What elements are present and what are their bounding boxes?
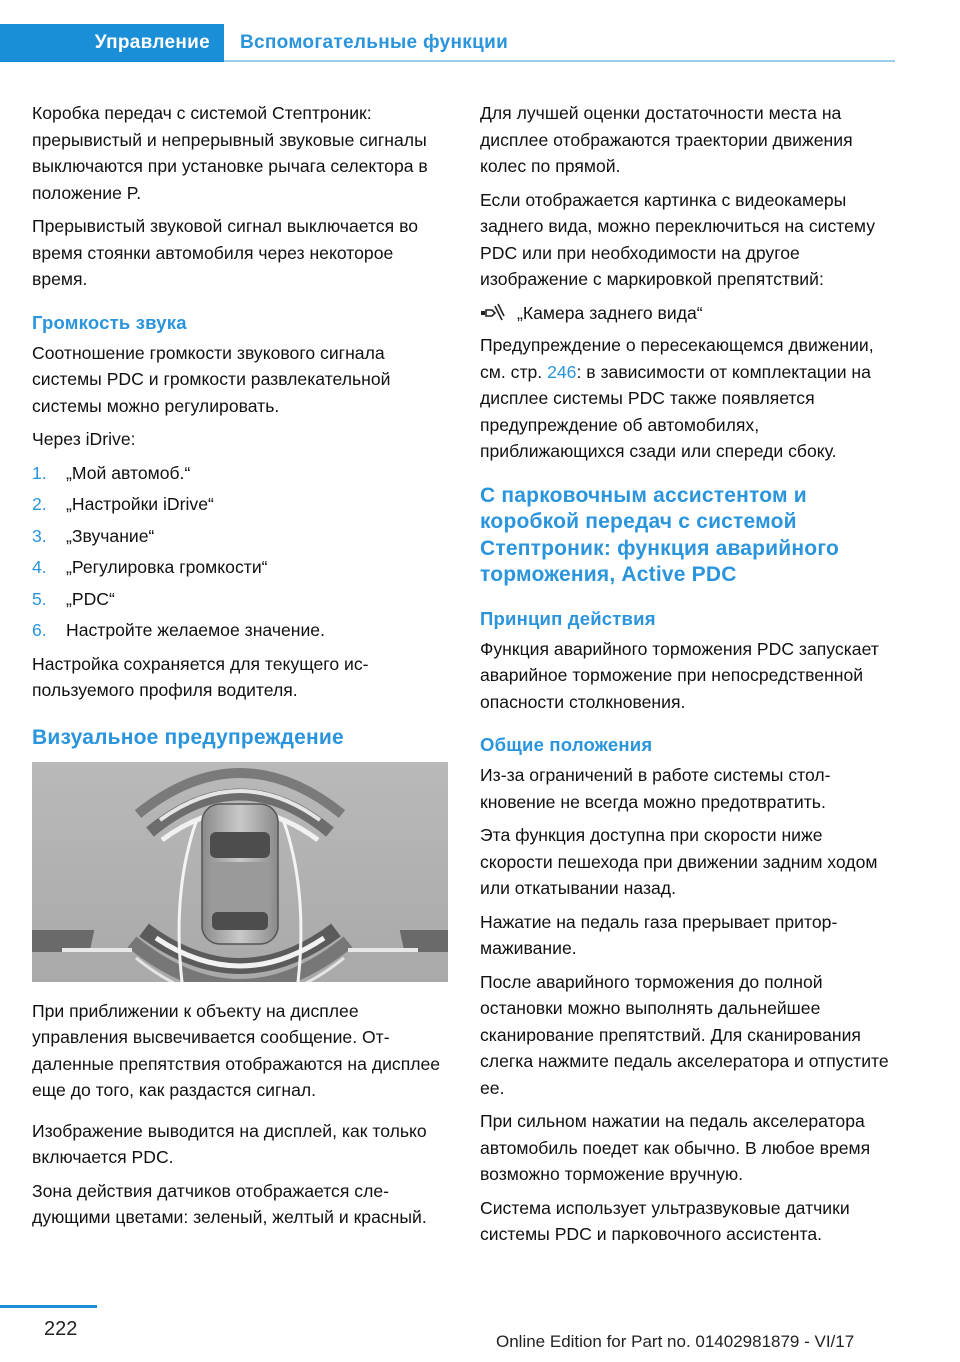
heading-principle: Принцип действия [480, 607, 656, 629]
step-number: 4. [32, 557, 47, 577]
paragraph: Изображение выводится на дисплей, как только включается PDC. [32, 1120, 427, 1167]
list-item [32, 460, 449, 487]
heading-visual-warning: Визуальное предупреждение [32, 725, 344, 749]
paragraph: Нажатие на педаль газа прерывает притормаживание. [480, 911, 838, 958]
paragraph: Прерывистый звуковой сигнал выключается во время стоянки автомобиля через некоторое время. [32, 216, 419, 289]
paragraph: Эта функция доступна при скорости ниже скорости пешехода при движении задним ходом или откатывании назад. [480, 825, 878, 898]
paragraph: Система использует ультразвуковые датчики системы PDC и парковочного ассистента. [480, 1197, 850, 1244]
step-number: 6. [32, 620, 47, 640]
footer-divider [0, 1305, 97, 1308]
step-number: 1. [32, 462, 47, 483]
chapter-tab-section[interactable]: Вспомогательные функции [240, 32, 509, 53]
page-number: 222 [44, 1318, 78, 1340]
heading-active-pdc: С парковочным ассистентом и коробкой передач с системой Стептроник: функция аварийного торможения, Active PDC [480, 483, 840, 586]
step-number: 5. [32, 588, 47, 609]
paragraph: При приближении к объекту на дисплее управления высвечивается сообщение. Отдаленные препятствия отображаются на дисплее еще до того, как раздастся сигнал. [32, 1000, 441, 1100]
paragraph: Зона действия датчиков отображается следующими цветами: зеленый, желтый и красный. [32, 1180, 427, 1227]
paragraph: Для лучшей оценки достаточности места на дисплее отображаются траектории движения колес по прямой. [480, 103, 853, 176]
step-text: „Регулировка громкости“ [66, 557, 268, 577]
page-header [0, 0, 960, 64]
paragraph: Из-за ограничений в работе системы столкновение не всегда можно предотвратить. [480, 765, 831, 812]
paragraph: При сильном нажатии на педаль акселератора автомобиль поедет как обычно. В любое время возможно торможение вручную. [480, 1111, 871, 1184]
paragraph: Функция аварийного торможения PDC запускает аварийное торможение при непосредственной опасности столкновения. [480, 638, 879, 712]
header-divider [224, 60, 895, 62]
list-item [32, 617, 449, 644]
right-column [480, 100, 897, 1255]
paragraph: Соотношение громкости звукового сигнала системы PDC и громкости развлекательной системы можно регулировать. [32, 342, 391, 416]
idrive-steps-list [32, 460, 449, 644]
cross-traffic-text: Предупреждение о пересекающемся движении, см. стр. [480, 335, 874, 382]
paragraph: Коробка передач с системой Стептроник: прерывистый и непрерывный звуковые сигналы выключаются при установке рычага селектора в положение P. [32, 103, 428, 203]
step-number: 2. [32, 494, 47, 514]
step-text: „Мой автомоб.“ [66, 462, 191, 483]
chapter-tab-active[interactable]: Управление [0, 24, 224, 62]
rear-camera-label: „Камера заднего вида“ [517, 302, 703, 323]
step-number: 3. [32, 525, 47, 546]
heading-volume: Громкость звука [32, 311, 187, 333]
paragraph: Настройка сохраняется для текущего используемого профиля водителя. [32, 653, 369, 700]
list-item [32, 554, 449, 581]
heading-general: Общие положения [480, 734, 653, 755]
paragraph [480, 332, 897, 465]
list-item [32, 491, 449, 518]
rear-camera-icon [480, 302, 506, 324]
paragraph: После аварийного торможения до полной остановки можно выполнять дальнейшее сканирование препятствий. Для сканирования слегка нажмите педаль акселератора и отпустите ее. [480, 971, 889, 1098]
step-text: „Звучание“ [66, 525, 155, 546]
edition-note: Online Edition for Part no. 01402981879 - VI/17 [496, 1332, 855, 1351]
list-item [32, 586, 449, 613]
left-column [32, 100, 449, 1238]
list-item [32, 523, 449, 550]
cross-traffic-text-cont: : в зависимости от комплектации на дисплее системы PDC также появляется предупреждение об автомобилях, приближающихся сзади или спереди сбоку. [480, 361, 871, 461]
pdc-display-illustration [32, 762, 448, 982]
paragraph: Если отображается картинка с видеокамеры заднего вида, можно переключиться на систему PDC или при необходимости на другое изображение с маркировкой препятствий: [480, 189, 875, 289]
step-text: „PDC“ [66, 588, 115, 609]
rear-camera-line [480, 300, 897, 327]
step-text: „Настройки iDrive“ [66, 494, 214, 514]
page-link[interactable]: 246 [547, 361, 577, 382]
paragraph: Через iDrive: [32, 429, 136, 449]
step-text: Настройте желаемое значение. [66, 620, 325, 640]
